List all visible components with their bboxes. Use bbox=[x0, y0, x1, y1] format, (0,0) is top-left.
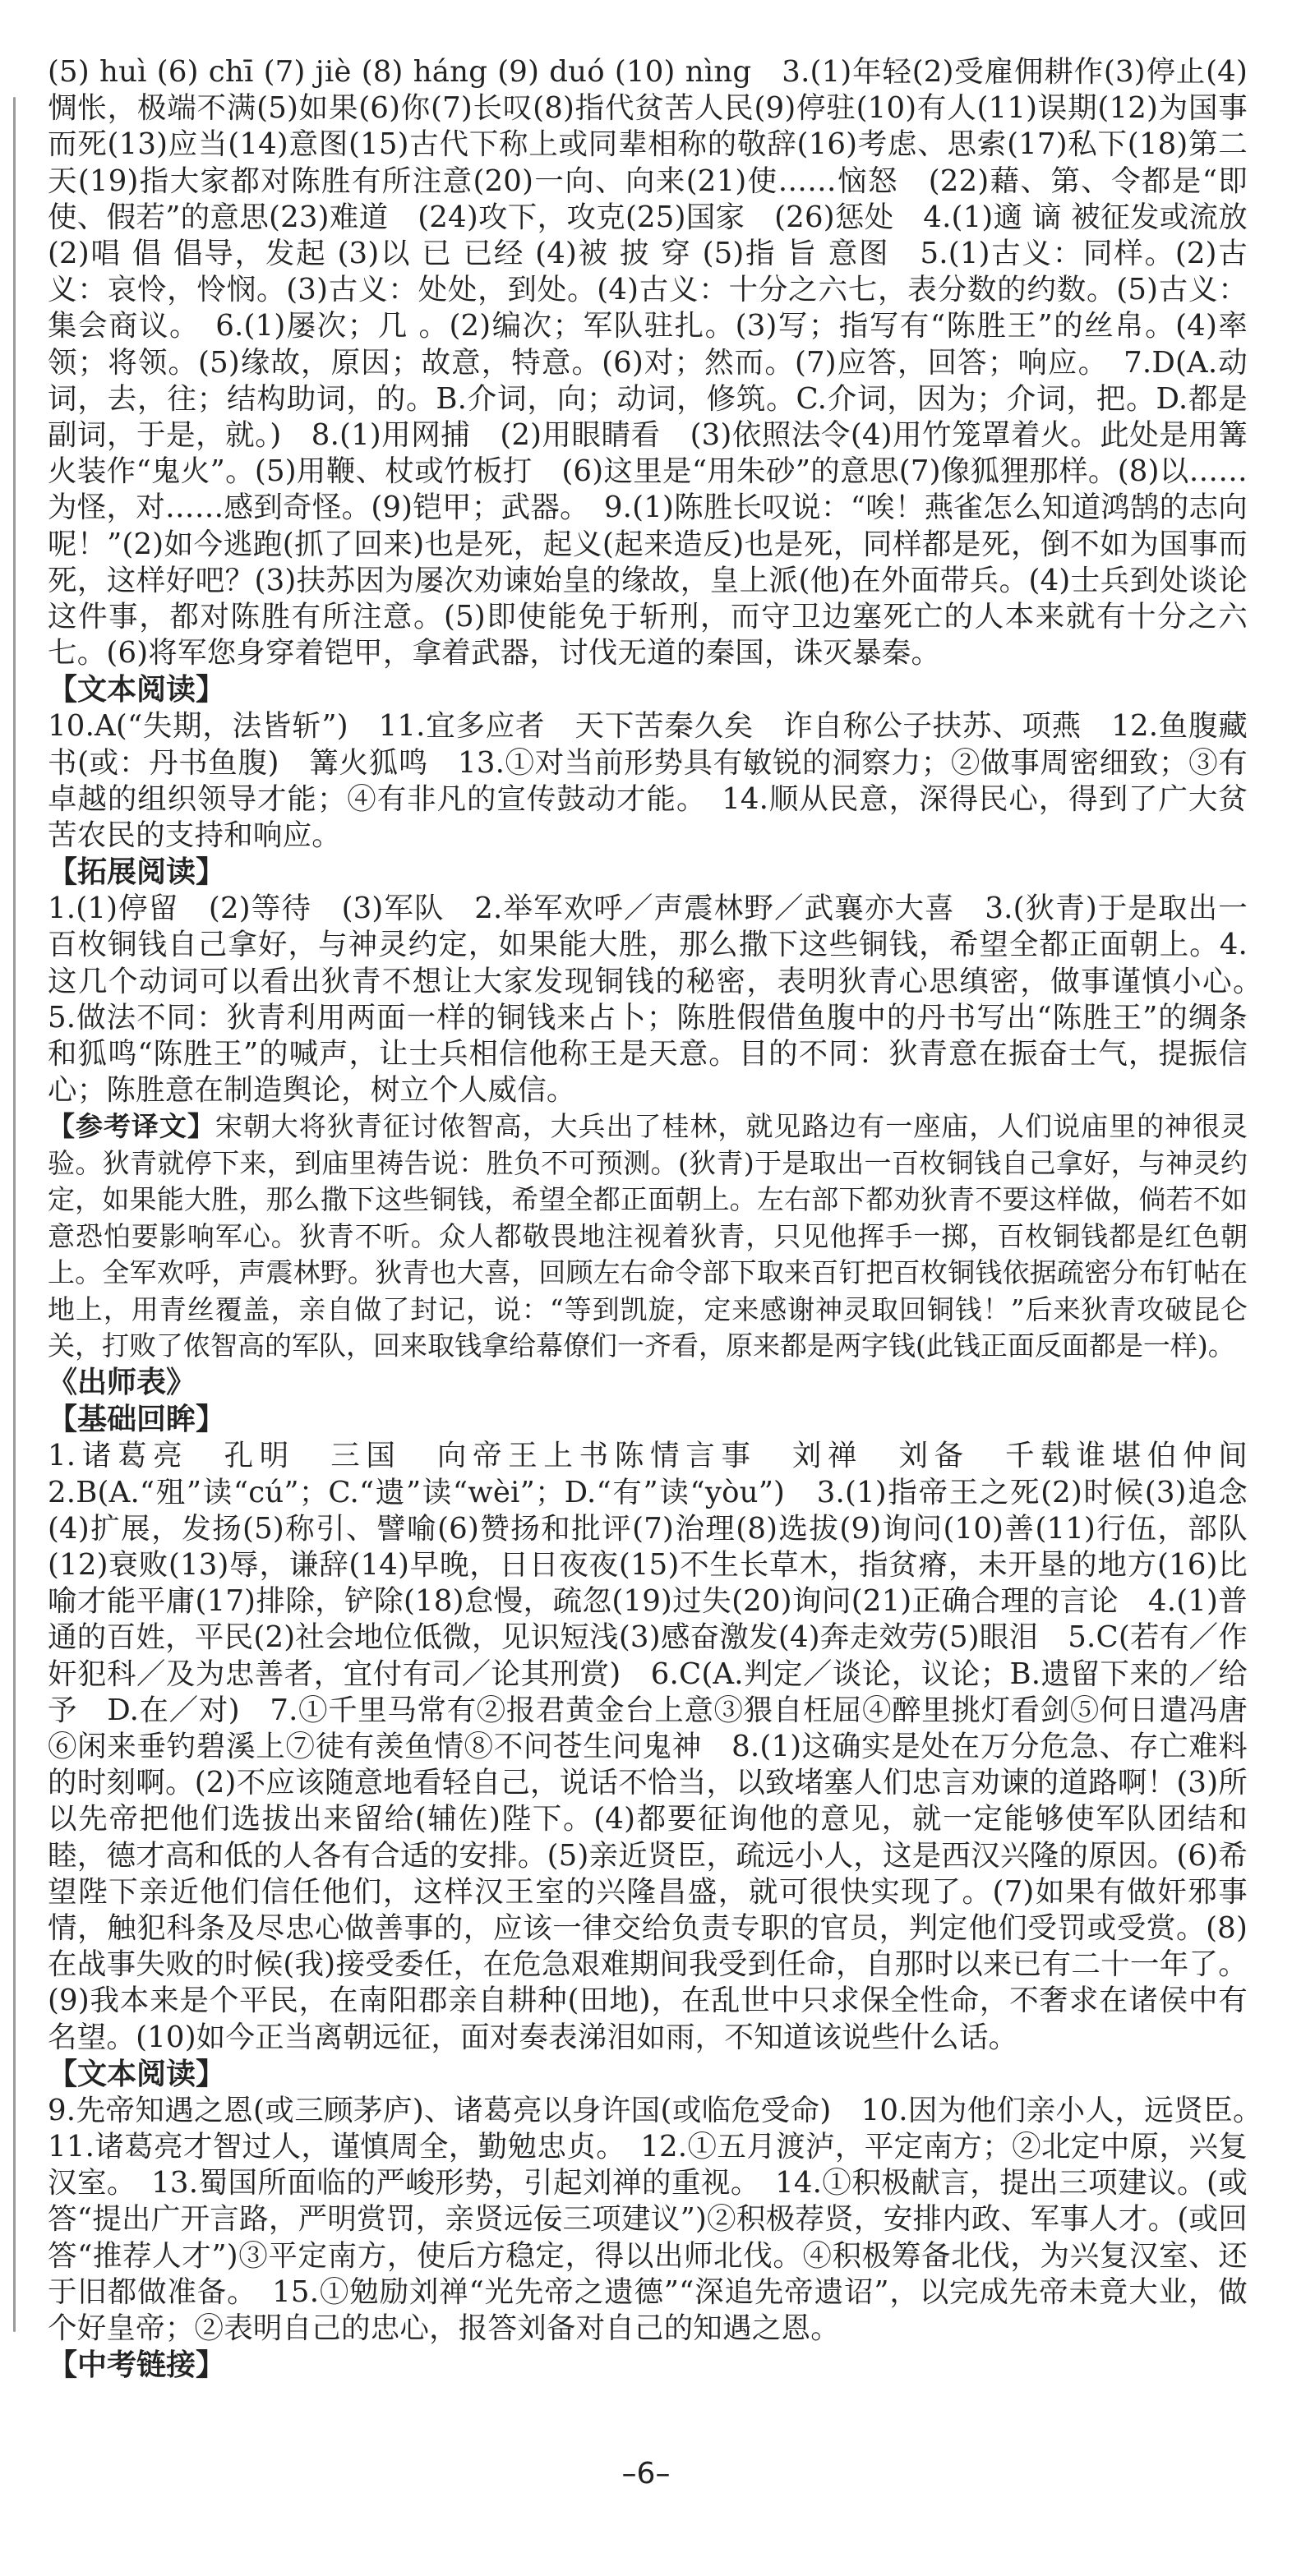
heading-extended-reading: 【拓展阅读】 bbox=[48, 855, 226, 890]
reference-translation-label: 【参考译文】 bbox=[48, 1110, 215, 1143]
heading-basics-review: 【基础回眸】 bbox=[48, 1403, 226, 1437]
heading-text-reading-2: 【文本阅读】 bbox=[48, 2057, 226, 2091]
section-basics-review: 1.诸葛亮 孔明 三国 向帝王上书陈情言事 刘禅 刘备 千载谁堪伯仲间 2.B(A.“殂”读“cú”；C.“遗”读“wèi”；D.“有”读“yòu”) 3.(1)指帝王之死(2)时候(3)追念(4)扩展，发扬(5)称引、譬喻(6)赞扬和批评(7)治理(8)选拔(9)询问(10)善(11)行伍，部队(12)衰败(13)辱，谦辞(14)早晚，日日夜夜(15)不生长草木，指贫瘠，未开垦的地方(16)比喻才能平庸(17)排除，铲除(18)怠慢，疏忽(19)过失(20)询问(21)正确合理的言论 4.(1)普通的百姓，平民(2)社会地位低微，见识短浅(3)感奋激发(4)奔走效劳(5)眼泪 5.C(若有／作奸犯科／及为忠善者，宜付有司／论其刑赏) 6.C(A.判定／谈论，议论；B.遗留下来的／给予 D.在／对) 7.①千里马常有②报君黄金台上意③猥自枉屈④醉里挑灯看剑⑤何日遣冯唐⑥闲来垂钓碧溪上⑦徒有羡鱼情⑧不问苍生问鬼神 8.(1)这确实是处在万分危急、存亡难料的时刻啊。(2)不应该随意地看轻自己，说话不恰当，以致堵塞人们忠言劝谏的道路啊！(3)所以先帝把他们选拔出来留给(辅佐)陛下。(4)都要征询他的意见，就一定能够使军队团结和睦，德才高和低的人各有合适的安排。(5)亲近贤臣，疏远小人，这是西汉兴隆的原因。(6)希望陛下亲近他们信任他们，这样汉王室的兴隆昌盛，就可很快实现了。(7)如果有做奸邪事情，触犯科条及尽忠心做善事的，应该一律交给负责专职的官员，判定他们受罚或受赏。(8)在战事失败的时候(我)接受委任，在危急艰难期间我受到任命，自那时以来已有二十一年了。(9)我本来是个平民，在南阳郡亲自耕种(田地)，在乱世中只求保全性命，不奢求在诸侯中有名望。(10)如今正当离朝远征，面对奏表涕泪如雨，不知道该说些什么话。 bbox=[48, 1439, 1277, 2054]
section-text-reading-2: 9.先帝知遇之恩(或三顾茅庐)、诸葛亮以身许国(或临危受命) 10.因为他们亲小人，远贤臣。 11.诸葛亮才智过人，谨慎周全，勤勉忠贞。 12.①五月渡泸，平定南方；②北定中原，兴复汉室。 13.蜀国所面临的严峻形势，引起刘禅的重视。 14.①积极献言，提出三项建议。(或答“提出广开言路，严明赏罚，亲贤远佞三项建议”)②积极荐贤，安排内政、军事人才。(或回答“推荐人才”)③平定南方，使后方稳定，得以出师北伐。④积极筹备北伐，为兴复汉室、还于旧都做准备。 15.①勉励刘禅“光先帝之遗德”“深追先帝遗诏”，以完成先帝未竟大业，做个好皇帝；②表明自己的忠心，报答刘备对自己的知遇之恩。 bbox=[48, 2093, 1277, 2345]
heading-text-reading-1: 【文本阅读】 bbox=[48, 673, 226, 707]
section-chenshe-basics: (5) huì (6) chī (7) jiè (8) háng (9) duó (10) nìng 3.(1)年轻(2)受雇佣耕作(3)停止(4)惆怅，极端不满(5)如果(6)你(7)长叹(8)指代贫苦人民(9)停驻(10)有人(11)误期(12)为国事而死(13)应当(14)意图(15)古代下称上或同辈相称的敬辞(16)考虑、思索(17)私下(18)第二天(19)指大家都对陈胜有所注意(20)一向、向来(21)使……恼怒 (22)藉、第、令都是“即使、假若”的意思(23)难道 (24)攻下，攻克(25)国家 (26)惩处 4.(1)適 谪 被征发或流放 (2)唱 倡 倡导，发起 (3)以 已 已经 (4)被 披 穿 (5)指 旨 意图 5.(1)古义：同样。(2)古义：哀怜，怜悯。(3)古义：处处，到处。(4)古义：十分之六七，表分数的约数。(5)古义：集会商议。 6.(1)屡次；几 。(2)编次；军队驻扎。(3)写；指写有“陈胜王”的丝帛。(4)率领；将领。(5)缘故，原因；故意，特意。(6)对；然而。(7)应答，回答；响应。 7.D(A.动词，去，往；结构助词，的。B.介词，向；动词，修筑。C.介词，因为；介词，把。D.都是副词，于是，就。) 8.(1)用网捕 (2)用眼睛看 (3)依照法令(4)用竹笼罩着火。此处是用篝火装作“鬼火”。(5)用鞭、杖或竹板打 (6)这里是“用朱砂”的意思(7)像狐狸那样。(8)以……为怪，对……感到奇怪。(9)铠甲；武器。 9.(1)陈胜长叹说：“唉！燕雀怎么知道鸿鹄的志向呢！”(2)如今逃跑(抓了回来)也是死，起义(起来造反)也是死，同样都是死，倒不如为国事而死，这样好吧？(3)扶苏因为屡次劝谏始皇的缘故，皇上派(他)在外面带兵。(4)士兵到处谈论这件事，都对陈胜有所注意。(5)即使能免于斩刑，而守卫边塞死亡的人本来就有十分之六七。(6)将军您身穿着铠甲，拿着武器，讨伐无道的秦国，诛灭暴秦。 bbox=[48, 55, 1248, 670]
heading-chushibiao: 《出师表》 bbox=[48, 1366, 196, 1400]
reference-translation bbox=[48, 1108, 1248, 1364]
section-extended-reading: 1.(1)停留 (2)等待 (3)军队 2.举军欢呼／声震林野／武襄亦大喜 3.(狄青)于是取出一百枚铜钱自己拿好，与神灵约定，如果能大胜，那么撒下这些铜钱，希望全都正面朝上。4.这几个动词可以看出狄青不想让大家发现铜钱的秘密，表明狄青心思缜密，做事谨慎小心。 5.做法不同：狄青利用两面一样的铜钱来占卜；陈胜假借鱼腹中的丹书写出“陈胜王”的绸条和狐鸣“陈胜王”的喊声，让士兵相信他称王是天意。目的不同：狄青意在振奋士气，提振信心；陈胜意在制造舆论，树立个人威信。 bbox=[48, 892, 1277, 1108]
section-text-reading-1: 10.A(“失期，法皆斩”) 11.宜多应者 天下苦秦久矣 诈自称公子扶苏、项燕 12.鱼腹藏书(或：丹书鱼腹) 篝火狐鸣 13.①对当前形势具有敏锐的洞察力；②做事周密细致；③有卓越的组织领导才能；④有非凡的宣传鼓动才能。 14.顺从民意，深得民心，得到了广大贫苦农民的支持和响应。 bbox=[48, 709, 1248, 853]
reference-translation-text: 宋朝大将狄青征讨侬智高，大兵出了桂林，就见路边有一座庙，人们说庙里的神很灵验。狄青就停下来，到庙里祷告说：胜负不可预测。(狄青)于是取出一百枚铜钱自己拿好，与神灵约定，如果能大胜，那么撒下这些铜钱，希望全都正面朝上。左右部下都劝狄青不要这样做，倘若不如意恐怕要影响军心。狄青不听。众人都敬畏地注视着狄青，只见他挥手一掷，百枚铜钱都是红色朝上。全军欢呼，声震林野。狄青也大喜，回顾左右命令部下取来百钉把百枚铜钱依据疏密分布钉帖在地上，用青丝覆盖，亲自做了封记，说：“等到凯旋，定来感谢神灵取回铜钱！”后来狄青攻破昆仑关，打败了侬智高的军队，回来取钱拿给幕僚们一齐看，原来都是两字钱(此钱正面反面都是一样)。 bbox=[48, 1110, 1248, 1362]
answer-key-page bbox=[48, 54, 1277, 2384]
left-margin-line bbox=[13, 97, 16, 2332]
heading-exam-link: 【中考链接】 bbox=[48, 2348, 226, 2383]
page-number: –6– bbox=[621, 2457, 671, 2491]
